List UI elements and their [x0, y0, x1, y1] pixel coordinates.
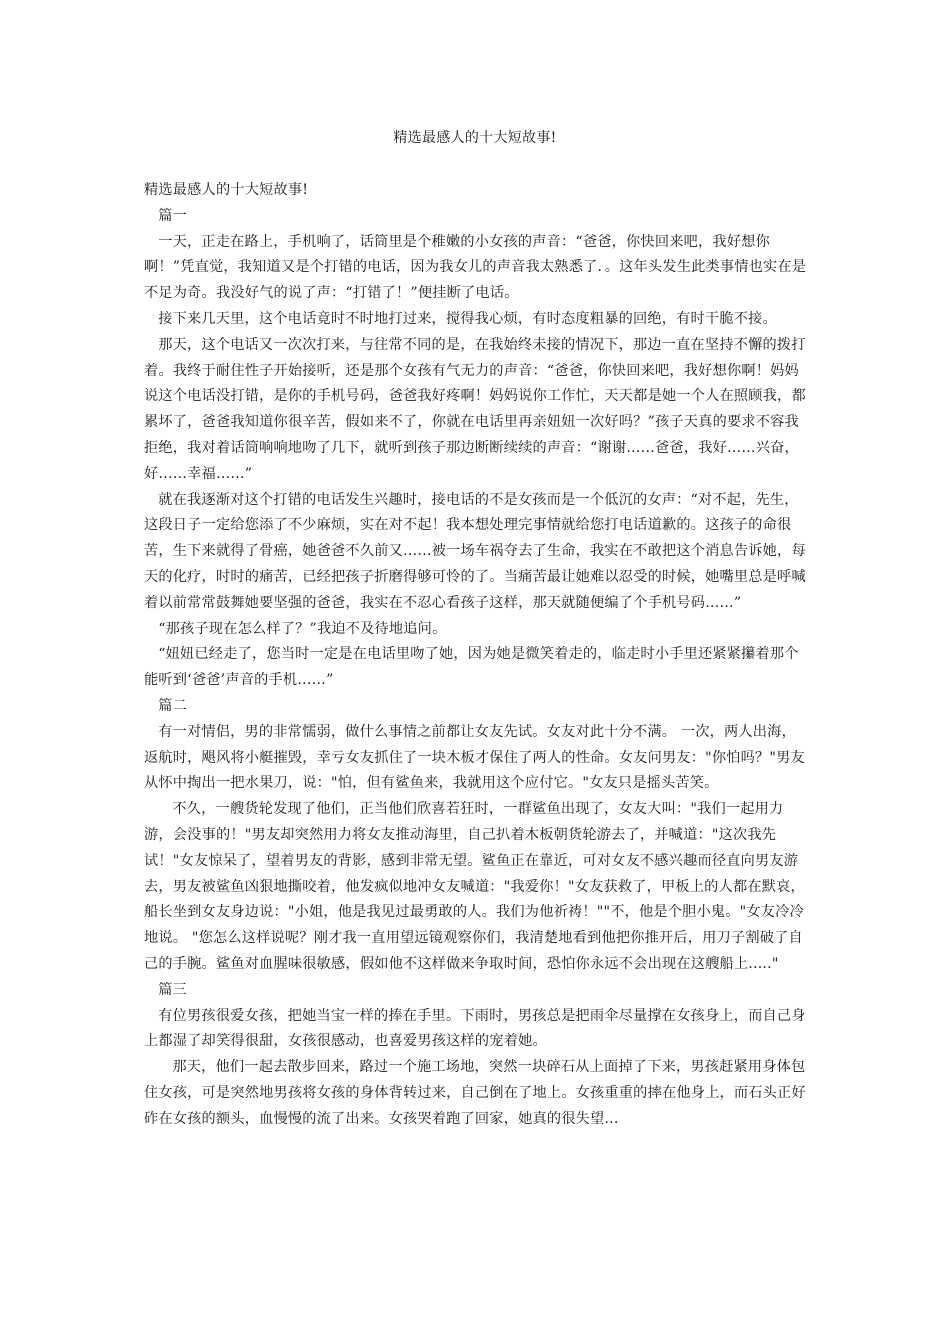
- paragraph: 有位男孩很爱女孩，把她当宝一样的捧在手里。下雨时，男孩总是把雨伞尽量撑在女孩身上，而自己身上都湿了却笑得很甜，女孩很感动，也喜爱男孩这样的宠着她。: [144, 1007, 806, 1050]
- document-body: [144, 178, 808, 1132]
- paragraph: “那孩子现在怎么样了？”我迫不及待地追问。: [158, 620, 447, 637]
- document-title: 精选最感人的十大短故事!: [393, 130, 557, 146]
- paragraph: “妞妞已经走了，您当时一定是在电话里吻了她，因为她是微笑着走的，临走时小手里还紧紧攥着那个能听到‘爸爸’声音的手机……”: [144, 646, 799, 689]
- paragraph: 那天，他们一起去散步回来，路过一个施工场地，突然一块碎石从上面掉了下来，男孩赶紧用身体包住女孩，可是突然地男孩将女孩的身体背转过来，自己倒在了地上。女孩重重的摔在他身上，而石头正好砟在女孩的额头，血慢慢的流了出来。女孩哭着跑了回家，她真的很失望...: [144, 1059, 806, 1127]
- paragraph: 有一对情侣，男的非常懦弱，做什么事情之前都让女友先试。女友对此十分不满。 一次，两人出海，返航时，飓风将小艇摧毁，幸亏女友抓住了一块木板才保住了两人的性命。女友问男友："你怕吗？"男友从怀中掏出一把水果刀，说："怕，但有鲨鱼来，我就用这个应付它。"女友只是摇头苦笑。: [144, 723, 805, 792]
- section-heading: 篇二: [158, 697, 187, 714]
- section-heading: 篇三: [158, 981, 187, 998]
- paragraph: 接下来几天里，这个电话竟时不时地打过来，搅得我心烦，有时态度粗暴的回绝，有时干脆不接。: [158, 310, 777, 327]
- paragraph: 就在我逐渐对这个打错的电话发生兴趣时，接电话的不是女孩而是一个低沉的女声：“对不起，先生，这段日子一定给您添了不少麻烦，实在对不起！我本想处理完事情就给您打电话道歉的。这孩子的命很苦，生下来就得了骨癌，她爸爸不久前又……被一场车祸夺去了生命，我实在不敢把这个消息告诉她，每天的化疗，时时的痛苦，已经把孩子折磨得够可怜的了。当痛苦最让她难以忍受的时候，她嘴里总是呼喊着以前常常鼓舞她要坚强的爸爸，我实在不忍心看孩子这样，那天就随便编了个手机号码……”: [144, 491, 806, 611]
- paragraph: 那天，这个电话又一次次打来，与往常不同的是，在我始终未接的情况下，那边一直在坚持不懈的拨打着。我终于耐住性子开始接听，还是那个女孩有气无力的声音：“爸爸，你快回来吧，我好想你啊！妈妈说这个电话没打错，是你的手机号码，爸爸我好疼啊！妈妈说你工作忙，天天都是她一个人在照顾我，都累坏了，爸爸我知道你很辛苦，假如来不了，你就在电话里再亲妞妞一次好吗？”孩子天真的要求不容我拒绝，我对着话筒响响地吻了几下，就听到孩子那边断断续续的声音：“谢谢……爸爸，我好……兴奋，好……幸福……”: [144, 336, 806, 482]
- paragraph: 精选最感人的十大短故事!: [144, 182, 309, 198]
- paragraph: 不久，一艘货轮发现了他们，正当他们欣喜若狂时，一群鲨鱼出现了，女友大叫："我们一起用力游，会没事的！"男友却突然用力将女友推动海里，自己扒着木板朝货轮游去了，并喊道："这次我先试！"女友惊呆了，望着男友的背影，感到非常无望。鲨鱼正在靠近，可对女友不感兴趣而径直向男友游去，男友被鲨鱼凶狠地撕咬着，他发疯似地冲女友喊道："我爱你！"女友获救了，甲板上的人都在默哀，船长坐到女友身边说："小姐，他是我见过最勇敢的人。我们为他祈祷！""不，他是个胆小鬼。"女友冷冷地说。 "您怎么这样说呢？刚才我一直用望远镜观察你们，我清楚地看到他把你推开后，用刀子割破了自己的手腕。鲨鱼对血腥味很敏感，假如他不这样做来争取时间，恐怕你永远不会出现在这艘船上.....": [144, 801, 805, 972]
- section-heading: 篇一: [158, 207, 187, 224]
- paragraph: 一天，正走在路上，手机响了，话筒里是个稚嫩的小女孩的声音：“爸爸，你快回来吧，我好想你啊！”凭直觉，我知道又是个打错的电话，因为我女儿的声音我太熟悉了．。这年头发生此类事情也实在是不足为奇。我没好气的说了声：“打错了！”便挂断了电话。: [144, 233, 807, 302]
